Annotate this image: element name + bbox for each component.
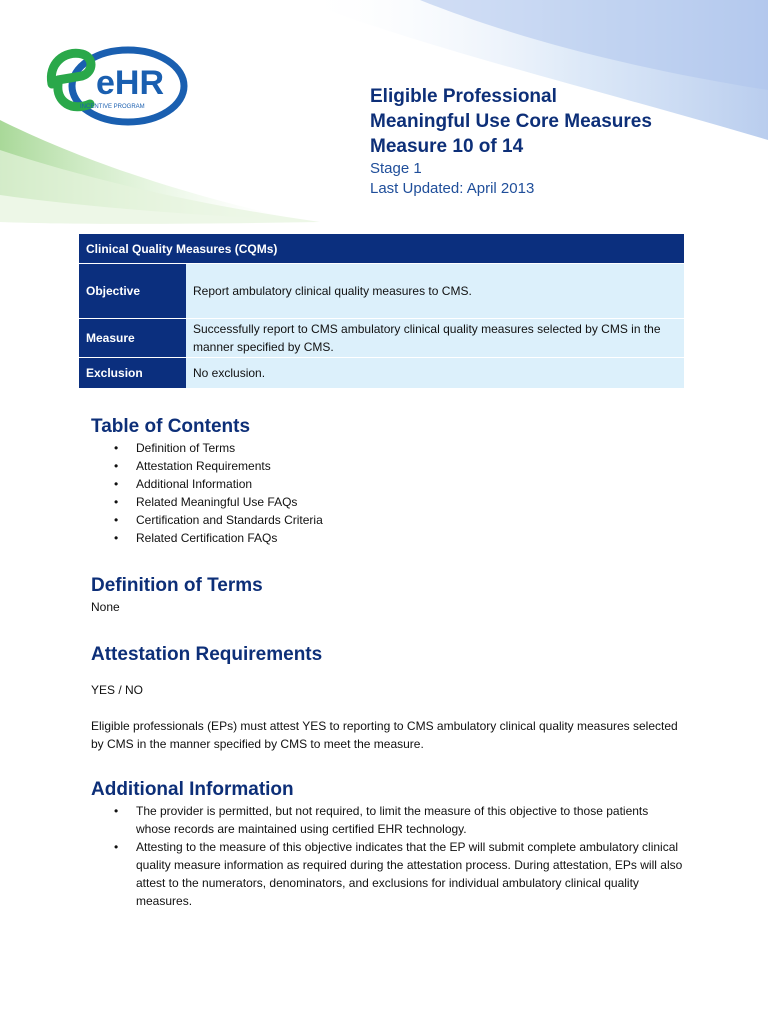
bullet-icon: •	[114, 840, 119, 854]
additional-info-heading: Additional Information	[91, 779, 294, 800]
toc-item-label: Related Certification FAQs	[136, 531, 278, 545]
definition-heading: Definition of Terms	[91, 575, 263, 596]
toc-item[interactable]	[91, 475, 686, 493]
attestation-heading: Attestation Requirements	[91, 644, 323, 665]
header-stage: Stage 1	[370, 160, 422, 177]
bullet-icon: •	[114, 459, 119, 473]
summary-row-label: Objective	[79, 264, 186, 319]
header-title-line-2: Meaningful Use Core Measures	[370, 111, 652, 132]
toc-heading: Table of Contents	[91, 416, 251, 437]
toc-item[interactable]	[91, 511, 686, 529]
bullet-icon: •	[114, 495, 119, 509]
list-item	[91, 802, 686, 838]
summary-row-value: Successfully report to CMS ambulatory clinical quality measures selected by CMS in the manner specified by CMS.	[186, 319, 684, 358]
summary-row-objective	[79, 264, 684, 319]
summary-table-header-row	[79, 234, 684, 264]
additional-info-list	[91, 802, 686, 910]
ehr-logo	[42, 44, 190, 128]
header-last-updated: Last Updated: April 2013	[370, 180, 535, 197]
summary-row-exclusion	[79, 358, 684, 388]
definition-text: None	[91, 600, 120, 614]
list-item-text: Attesting to the measure of this objective indicates that the EP will submit complete ambulatory clinical quality measure information as required during the attestation process. During attestation, EPs will also attest to the numerators, denominators, and exclusions for individual ambulatory clinical quality measures.	[136, 840, 683, 908]
toc-item[interactable]	[91, 457, 686, 475]
toc-item[interactable]	[91, 439, 686, 457]
bullet-icon: •	[114, 477, 119, 491]
bullet-icon: •	[114, 804, 119, 818]
bullet-icon: •	[114, 513, 119, 527]
toc-list	[91, 439, 686, 547]
summary-row-value: No exclusion.	[186, 358, 684, 388]
document-header	[370, 84, 652, 199]
attestation-text: Eligible professionals (EPs) must attest YES to reporting to CMS ambulatory clinical quality measures selected by CMS in the manner specified by CMS to meet the measure.	[91, 719, 678, 751]
header-title-line-1: Eligible Professional	[370, 86, 557, 107]
toc-item-label: Attestation Requirements	[136, 459, 271, 473]
toc-item-label: Additional Information	[136, 477, 253, 491]
toc-item[interactable]	[91, 493, 686, 511]
bullet-icon: •	[114, 531, 119, 545]
summary-row-label: Measure	[79, 319, 186, 358]
measure-summary-table	[79, 234, 684, 388]
summary-row-value: Report ambulatory clinical quality measures to CMS.	[186, 264, 684, 319]
summary-row-measure	[79, 319, 684, 358]
attestation-answer: YES / NO	[91, 683, 144, 697]
logo-tagline: INCENTIVE PROGRAM	[80, 104, 145, 110]
toc-item[interactable]	[91, 529, 686, 547]
summary-row-label: Exclusion	[79, 358, 186, 388]
toc-item-label: Definition of Terms	[136, 441, 236, 455]
toc-item-label: Certification and Standards Criteria	[136, 513, 323, 527]
header-title-line-3: Measure 10 of 14	[370, 136, 524, 157]
bullet-icon: •	[114, 441, 119, 455]
list-item-text: The provider is permitted, but not required, to limit the measure of this objective to those patients whose records are maintained using certified EHR technology.	[136, 804, 649, 836]
toc-item-label: Related Meaningful Use FAQs	[136, 495, 298, 509]
list-item	[91, 838, 686, 910]
logo-letters: eHR	[96, 64, 165, 102]
summary-table-heading: Clinical Quality Measures (CQMs)	[79, 234, 684, 264]
